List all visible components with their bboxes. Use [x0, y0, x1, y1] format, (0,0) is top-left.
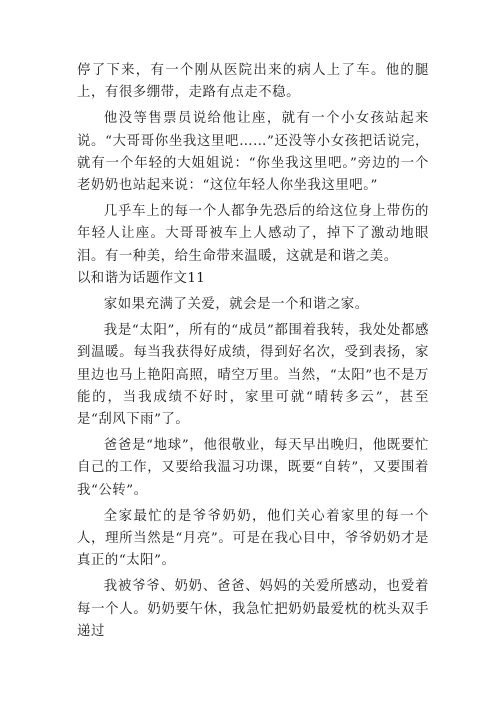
- paragraph-harmonious-home: 家如果充满了关爱，就会是一个和谐之家。: [103, 297, 369, 313]
- paragraph-love-everyone: 我被爷爷、奶奶、爸爸、妈妈的关爱所感动，也爱着每一个人。奶奶要午休，我急忙把奶奶最爱枕的枕头双手递过: [77, 579, 429, 639]
- paragraph-bus-stop: 停了下来，有一个刚从医院出来的病人上了车。他的腿上，有很多绷带，走路有点走不稳。: [77, 63, 429, 101]
- paragraph-offer-seat: 他没等售票员说给他让座，就有一个小女孩站起来说。“大哥哥你坐我这里吧……”还没等小女孩把话说完，就有一个年轻的大姐姐说：“你坐我这里吧。”旁边的一个老奶奶也站起来说：“这位年轻人你坐我这里吧。”: [77, 111, 429, 194]
- essay-title: 以和谐为话题作文11: [77, 270, 206, 286]
- paragraph-harmony-beauty: 几乎车上的每一个人都争先恐后的给这位身上带伤的年轻人让座。大哥哥被车上人感动了，掉下了激动地眼泪。有一种美，给生命带来温暖，这就是和谐之美。: [77, 204, 429, 264]
- paragraph-dad-earth: 爸爸是“地球”，他很敬业，每天早出晚归，他既要忙自己的工作，又要给我温习功课，既要“自转”，又要围着我“公转”。: [77, 438, 429, 498]
- paragraph-grandparents-moon: 全家最忙的是爷爷奶奶，他们关心着家里的每一个人，理所当然是“月亮”。可是在我心目中，爷爷奶奶才是真正的“太阳”。: [77, 508, 429, 569]
- paragraph-i-am-sun: 我是“太阳”，所有的“成员”都围着我转，我处处都感到温暖。每当我获得好成绩，得到好名次，受到表扬，家里边也马上艳阳高照，晴空万里。当然，“太阳”也不是万能的，当我成绩不好时，家里可就“晴转多云”，甚至是“刮风下雨”了。: [77, 323, 429, 428]
- document-page: [77, 60, 429, 643]
